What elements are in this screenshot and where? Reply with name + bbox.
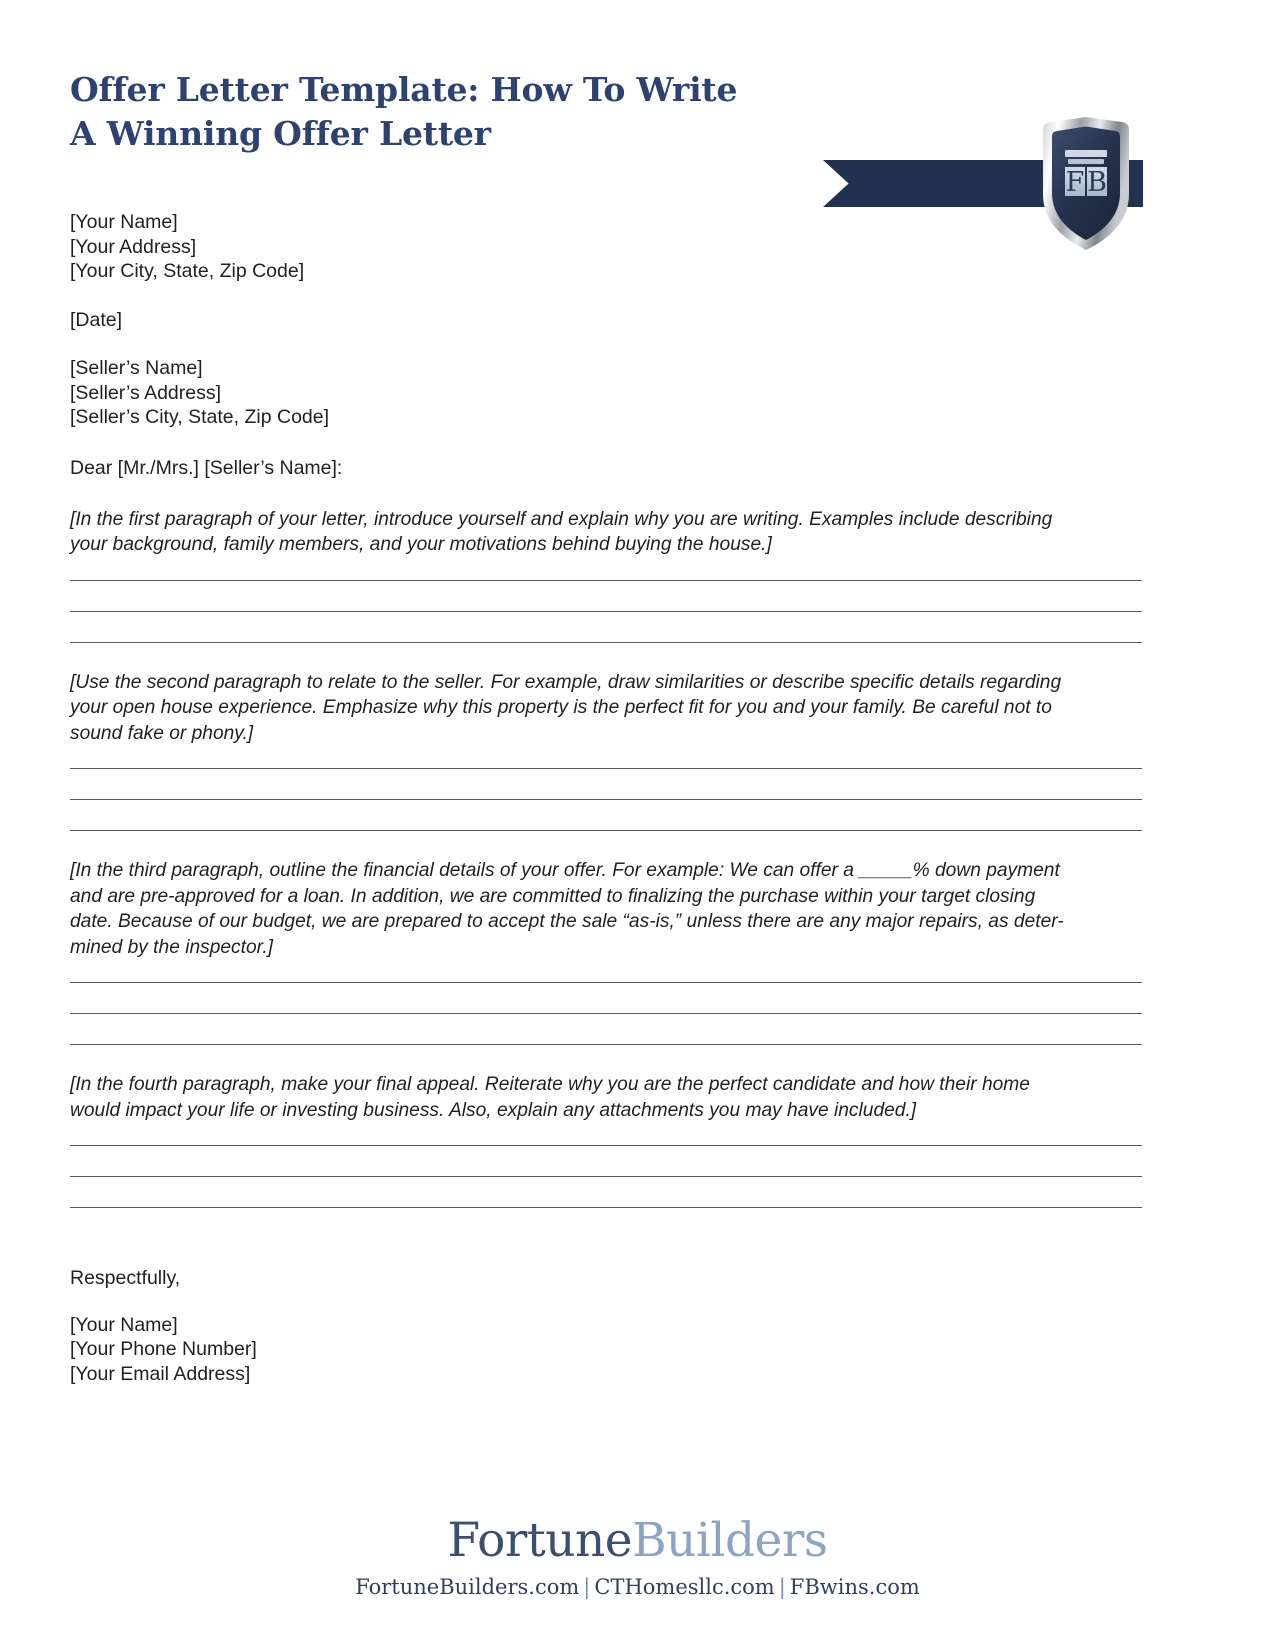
document-footer (0, 1514, 1275, 1602)
write-in-line[interactable] (70, 799, 1142, 800)
instruction-paragraph-3 (70, 858, 1142, 960)
salutation: Dear [Mr./Mrs.] [Seller’s Name]: (70, 456, 343, 479)
letter-body (70, 210, 1145, 1386)
write-in-rules-2 (70, 768, 1145, 831)
shield-letter-f: F (1065, 167, 1085, 198)
sender-city-state-zip: [Your City, State, Zip Code] (70, 260, 305, 282)
closing-phone: [Your Phone Number] (70, 1338, 257, 1360)
write-in-line[interactable] (70, 1207, 1142, 1208)
instruction-line: mined by the inspector.] (70, 936, 273, 958)
write-in-line[interactable] (70, 830, 1142, 831)
write-in-line[interactable] (70, 1044, 1142, 1045)
instruction-line: [In the fourth paragraph, make your final appeal. Reiterate why you are the perfect candidate and how their home (70, 1074, 1030, 1095)
write-in-rules-1 (70, 580, 1145, 643)
fortunebuilders-wordmark (0, 1514, 1275, 1568)
document-header (0, 60, 1275, 200)
sender-address-block (70, 210, 1145, 284)
wordmark-fortune: Fortune (447, 1513, 633, 1568)
spacer-after-date (70, 332, 1145, 356)
footer-url-fbwins[interactable]: FBwins.com (789, 1575, 920, 1599)
write-in-line[interactable] (70, 580, 1142, 581)
write-in-line[interactable] (70, 1013, 1142, 1014)
recipient-name: [Seller’s Name] (70, 357, 203, 379)
instruction-paragraph-2 (70, 670, 1142, 747)
spacer-after-sender (70, 284, 1145, 308)
instruction-line: would impact your life or investing business. Also, explain any attachments you may have included.] (70, 1099, 917, 1121)
instruction-line: sound fake or phony.] (70, 722, 254, 744)
write-in-rules-4 (70, 1145, 1145, 1208)
page-title-line-1: Offer Letter Template: How To Write (70, 70, 738, 109)
letter-date: [Date] (70, 308, 123, 331)
footer-separator: | (778, 1575, 786, 1599)
instruction-line: and are pre-approved for a loan. In addition, we are committed to finalizing the purchase within your target closing (70, 885, 1036, 907)
page-title (70, 68, 790, 156)
shield-letter-b: B (1087, 167, 1107, 198)
write-in-line[interactable] (70, 1176, 1142, 1177)
write-in-line[interactable] (70, 768, 1142, 769)
valediction: Respectfully, (70, 1267, 181, 1289)
write-in-line[interactable] (70, 642, 1142, 643)
recipient-address-block (70, 356, 1145, 430)
sender-address: [Your Address] (70, 235, 197, 258)
footer-separator: | (583, 1575, 591, 1599)
page-title-line-2: A Winning Offer Letter (70, 113, 491, 153)
write-in-line[interactable] (70, 611, 1142, 612)
wordmark-builders: Builders (632, 1513, 828, 1568)
instruction-line: [Use the second paragraph to relate to the seller. For example, draw similarities or describe specific details regarding (70, 671, 1062, 693)
instruction-line: your background, family members, and your motivations behind buying the house.] (70, 534, 772, 555)
recipient-city-state-zip: [Seller’s City, State, Zip Code] (70, 406, 330, 428)
write-in-rules-3 (70, 982, 1145, 1045)
instruction-line: [In the third paragraph, outline the financial details of your offer. For example: We can offer a _____% down payment (70, 860, 1060, 881)
recipient-address: [Seller’s Address] (70, 381, 222, 404)
instruction-line: your open house experience. Emphasize why this property is the perfect fit for you and your family. Be careful not to (70, 697, 1052, 718)
instruction-line: [In the first paragraph of your letter, introduce yourself and explain why you are writing. Examples include describing (70, 508, 1053, 530)
closing-block (70, 1266, 1145, 1386)
write-in-line[interactable] (70, 982, 1142, 983)
sender-name: [Your Name] (70, 211, 178, 233)
footer-url-list (0, 1572, 1275, 1602)
closing-email: [Your Email Address] (70, 1362, 251, 1385)
instruction-line: date. Because of our budget, we are prepared to accept the sale “as-is,” unless there are any major repairs, as deter- (70, 911, 1064, 932)
closing-name: [Your Name] (70, 1313, 178, 1336)
instruction-paragraph-1 (70, 507, 1142, 558)
footer-url-cthomesllc[interactable]: CTHomesllc.com (594, 1575, 775, 1599)
signature-spacer (70, 1291, 1145, 1313)
instruction-paragraph-4 (70, 1072, 1142, 1123)
write-in-line[interactable] (70, 1145, 1142, 1146)
footer-url-fortunebuilders[interactable]: FortuneBuilders.com (355, 1575, 580, 1599)
